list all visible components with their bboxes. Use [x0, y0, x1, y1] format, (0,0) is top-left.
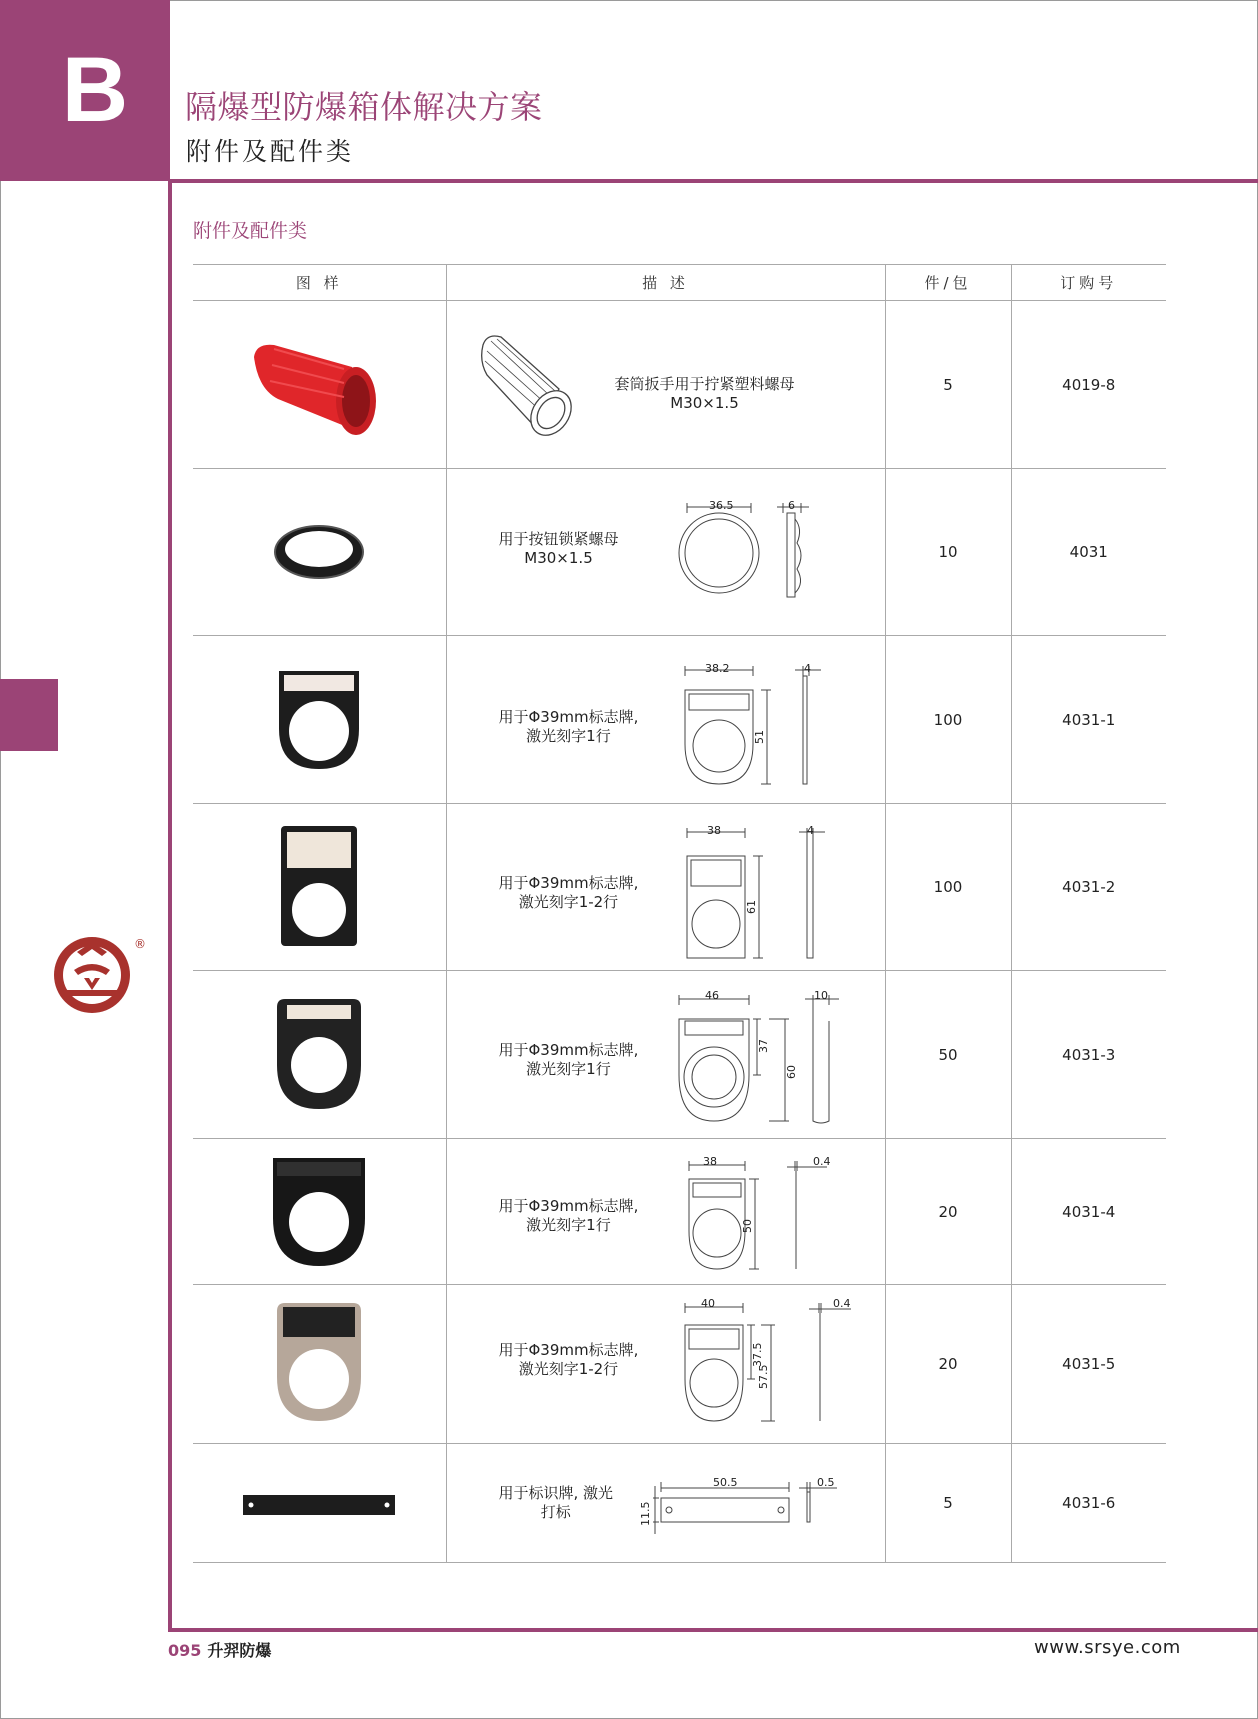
qty-cell: 50	[885, 971, 1011, 1139]
description-cell	[446, 636, 885, 804]
qty-cell: 5	[885, 1444, 1011, 1563]
label-plate-image	[269, 995, 369, 1115]
product-image-cell	[193, 804, 446, 971]
qty-cell: 5	[885, 301, 1011, 469]
dimension-label: 46	[704, 989, 719, 1002]
footer-rule	[168, 1628, 1258, 1632]
page-number: 095	[168, 1641, 202, 1660]
red-socket-wrench-image	[244, 325, 394, 445]
product-image-cell	[193, 1444, 446, 1563]
description-line: 激光刻字1-2行	[518, 893, 619, 911]
description-line: 用于Φ39mm标志牌,	[498, 708, 639, 726]
product-image-cell	[193, 636, 446, 804]
column-header-order: 订购号	[1011, 265, 1166, 301]
table-row	[193, 971, 1166, 1139]
description-line: 激光刻字1-2行	[518, 1360, 619, 1378]
order-number-cell: 4019-8	[1011, 301, 1166, 469]
order-number-cell: 4031	[1011, 469, 1166, 636]
dimension-label: 0.4	[812, 1155, 830, 1168]
marker-strip-drawing	[638, 1476, 853, 1548]
order-number-cell: 4031-5	[1011, 1285, 1166, 1444]
qty-cell: 100	[885, 636, 1011, 804]
section-title: 附件及配件类	[193, 220, 308, 242]
description-line: 用于Φ39mm标志牌,	[498, 1341, 639, 1359]
product-image-cell	[193, 1139, 446, 1285]
dimension-label: 50.5	[712, 1476, 737, 1489]
dimension-label: 61	[744, 900, 758, 914]
dimension-label: 6	[787, 499, 795, 512]
table-row	[193, 1444, 1166, 1563]
dimension-label: 0.5	[816, 1476, 834, 1489]
dimension-label: 11.5	[638, 1501, 652, 1526]
description-line: 激光刻字1行	[526, 727, 611, 745]
dimension-label: 0.4	[832, 1297, 850, 1310]
dimension-label: 38.2	[704, 662, 729, 675]
column-header-description: 描 述	[446, 265, 885, 301]
description-cell	[446, 1139, 885, 1285]
order-number-cell: 4031-3	[1011, 971, 1166, 1139]
dimension-label: 4	[803, 662, 811, 675]
table-row	[193, 301, 1166, 469]
order-number-cell: 4031-1	[1011, 636, 1166, 804]
label-plate-image	[269, 822, 369, 952]
order-number-cell: 4031-6	[1011, 1444, 1166, 1563]
lock-nut-image	[259, 512, 379, 592]
description-cell	[446, 1444, 885, 1563]
dimension-label: 4	[806, 824, 814, 837]
description-line: M30×1.5	[524, 549, 593, 567]
product-image-cell	[193, 469, 446, 636]
table-row	[193, 1139, 1166, 1285]
label-plate-image	[267, 1152, 371, 1272]
description-line: 用于Φ39mm标志牌,	[498, 1041, 639, 1059]
label-plate-drawing	[679, 824, 849, 964]
label-plate-drawing	[679, 662, 849, 792]
description-line: 打标	[540, 1503, 571, 1521]
dimension-label: 38	[702, 1155, 717, 1168]
page-title: 隔爆型防爆箱体解决方案	[185, 88, 543, 126]
product-image-cell	[193, 1285, 446, 1444]
qty-cell: 100	[885, 804, 1011, 971]
table-row	[193, 469, 1166, 636]
dimension-label: 37.5	[750, 1342, 764, 1367]
left-rule	[168, 181, 172, 1632]
table-row	[193, 636, 1166, 804]
label-plate-image	[269, 665, 369, 775]
footer-page-info	[168, 1638, 271, 1661]
product-image-cell	[193, 971, 446, 1139]
table-header-row	[193, 265, 1166, 301]
side-tab	[0, 679, 58, 751]
label-plate-drawing	[673, 991, 853, 1131]
marker-strip-image	[239, 1483, 399, 1523]
column-header-qty: 件/包	[885, 265, 1011, 301]
label-plate-drawing	[683, 1157, 853, 1277]
dimension-label: 38	[706, 824, 721, 837]
description-cell	[446, 1285, 885, 1444]
product-image-cell	[193, 301, 446, 469]
description-line: 用于标识牌, 激光	[498, 1484, 614, 1502]
description-line: 用于Φ39mm标志牌,	[498, 1197, 639, 1215]
table-row	[193, 804, 1166, 971]
description-cell	[446, 469, 885, 636]
description-cell	[446, 804, 885, 971]
dimension-label: 36.5	[708, 499, 733, 512]
label-plate-drawing	[679, 1299, 859, 1429]
description-line: M30×1.5	[670, 394, 739, 412]
header-divider	[170, 179, 1258, 183]
dimension-label: 57.5	[756, 1364, 770, 1389]
description-line: 激光刻字1行	[526, 1060, 611, 1078]
section-letter: B	[61, 39, 129, 141]
description-line: 激光刻字1行	[526, 1216, 611, 1234]
description-line: 用于Φ39mm标志牌,	[498, 874, 639, 892]
column-header-image: 图 样	[193, 265, 446, 301]
label-plate-image	[269, 1299, 369, 1429]
table-row	[193, 1285, 1166, 1444]
qty-cell: 10	[885, 469, 1011, 636]
description-cell	[446, 301, 885, 469]
qty-cell: 20	[885, 1139, 1011, 1285]
order-number-cell: 4031-4	[1011, 1139, 1166, 1285]
dimension-label: 50	[740, 1219, 754, 1233]
dimension-label: 60	[784, 1065, 798, 1079]
accessories-table	[193, 264, 1166, 1563]
socket-wrench-drawing	[477, 331, 587, 441]
company-logo	[50, 932, 146, 1016]
lock-nut-drawing	[679, 499, 839, 609]
footer-brand: 升羿防爆	[207, 1641, 272, 1660]
registered-mark: ®	[134, 937, 146, 951]
page-subtitle: 附件及配件类	[186, 137, 355, 166]
description-line: 用于按钮锁紧螺母	[498, 530, 619, 548]
order-number-cell: 4031-2	[1011, 804, 1166, 971]
dimension-label: 51	[752, 730, 766, 744]
description-line: 套筒扳手用于拧紧塑料螺母	[614, 375, 795, 393]
dimension-label: 40	[700, 1297, 715, 1310]
dimension-label: 10	[813, 989, 828, 1002]
footer-website[interactable]: www.srsye.com	[1034, 1637, 1181, 1658]
qty-cell: 20	[885, 1285, 1011, 1444]
description-cell	[446, 971, 885, 1139]
dimension-label: 37	[756, 1039, 770, 1053]
